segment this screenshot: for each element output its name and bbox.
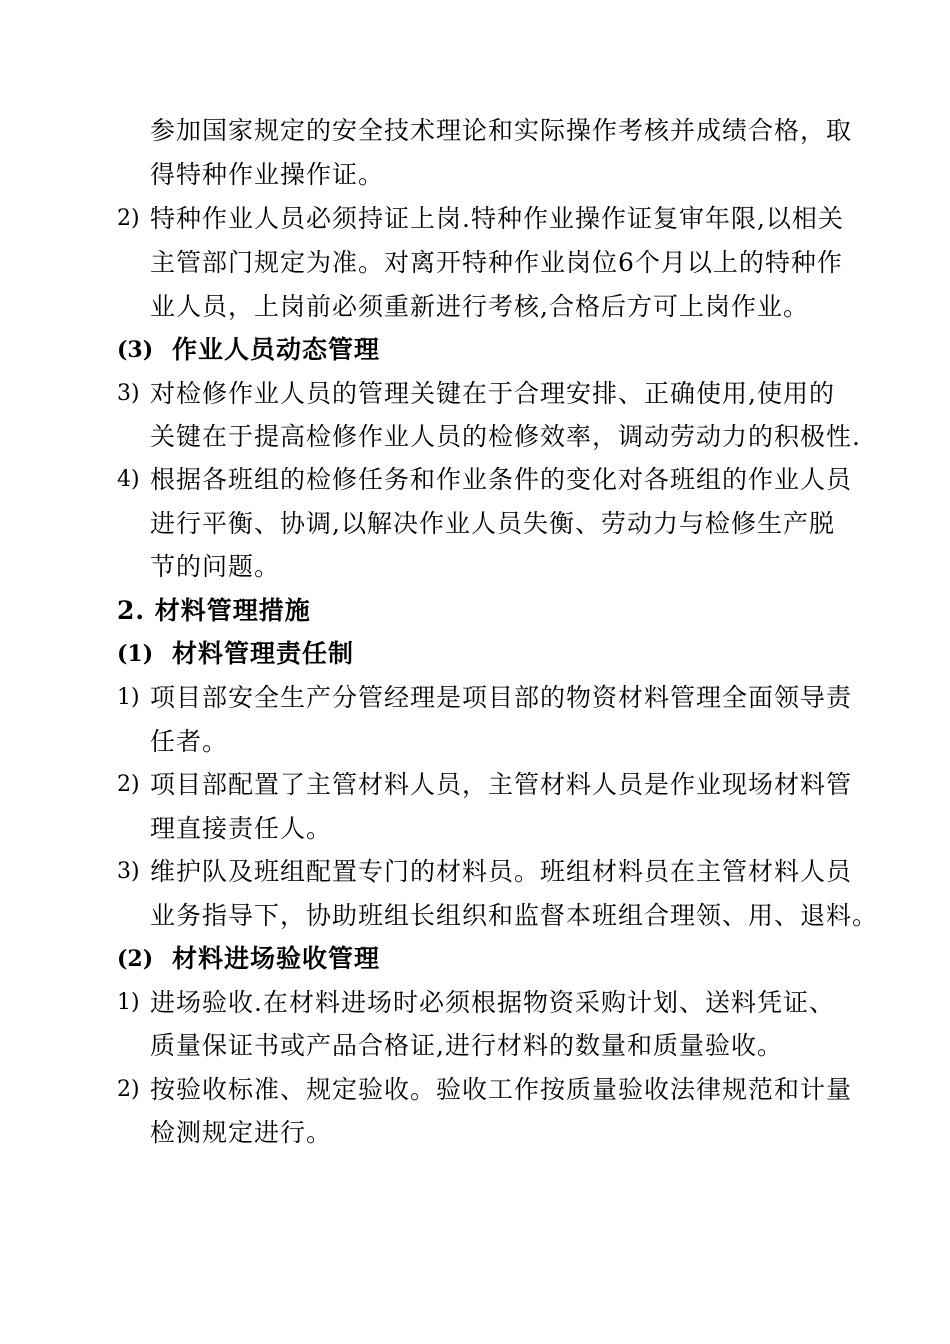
body-line: 任者。 [150,727,229,756]
section-heading: 材料管理责任制 [172,639,355,668]
body-line: 参加国家规定的安全技术理论和实际操作考核并成绩合格，取 [150,116,853,145]
list-number: 3) [117,859,140,884]
body-line: 业务指导下，协助班组长组织和监督本班组合理领、用、退料。 [150,901,879,930]
section-number: (2) [117,946,154,972]
body-line: 业人员，上岗前必须重新进行考核,合格后方可上岗作业。 [150,292,809,321]
list-item-text: 维护队及班组配置专门的材料员。班组材料员在主管材料人员 [150,857,853,886]
section-number: (3) [117,337,154,363]
list-item-text: 按验收标准、规定验收。验收工作按质量验收法律规范和计量 [150,1075,853,1104]
list-number: 2) [117,206,140,231]
body-line: 关键在于提高检修作业人员的检修效率，调动劳动力的积极性. [150,422,861,451]
list-item-text: 项目部安全生产分管经理是项目部的物资材料管理全面领导责 [150,683,853,712]
body-line: 节的问题。 [150,552,281,581]
list-number: 1) [117,685,140,710]
list-number: 2) [117,1077,140,1102]
list-number: 4) [117,467,140,492]
list-number: 2) [117,772,140,797]
body-line: 进行平衡、协调,以解决作业人员失衡、劳动力与检修生产脱 [150,509,835,538]
list-item-text: 项目部配置了主管材料人员，主管材料人员是作业现场材料管 [150,770,853,799]
body-line: 得特种作业操作证。 [150,160,385,189]
section-heading: 2. 材料管理措施 [117,596,311,625]
section-heading: 作业人员动态管理 [172,335,381,364]
list-number: 1) [117,990,140,1015]
body-line: 理直接责任人。 [150,814,333,843]
section-number: (1) [117,641,154,667]
list-number: 3) [117,381,140,406]
body-line: 主管部门规定为准。对离开特种作业岗位6个月以上的特种作 [150,248,843,277]
list-item-text: 进场验收.在材料进场时必须根据物资采购计划、送料凭证、 [150,988,835,1017]
body-line: 质量保证书或产品合格证,进行材料的数量和质量验收。 [150,1031,783,1060]
body-line: 检测规定进行。 [150,1118,333,1147]
list-item-text: 特种作业人员必须持证上岗.特种作业操作证复审年限,以相关 [150,204,844,233]
list-item-text: 根据各班组的检修任务和作业条件的变化对各班组的作业人员 [150,465,853,494]
section-heading: 材料进场验收管理 [172,944,381,973]
list-item-text: 对检修作业人员的管理关键在于合理安排、正确使用,使用的 [150,379,835,408]
